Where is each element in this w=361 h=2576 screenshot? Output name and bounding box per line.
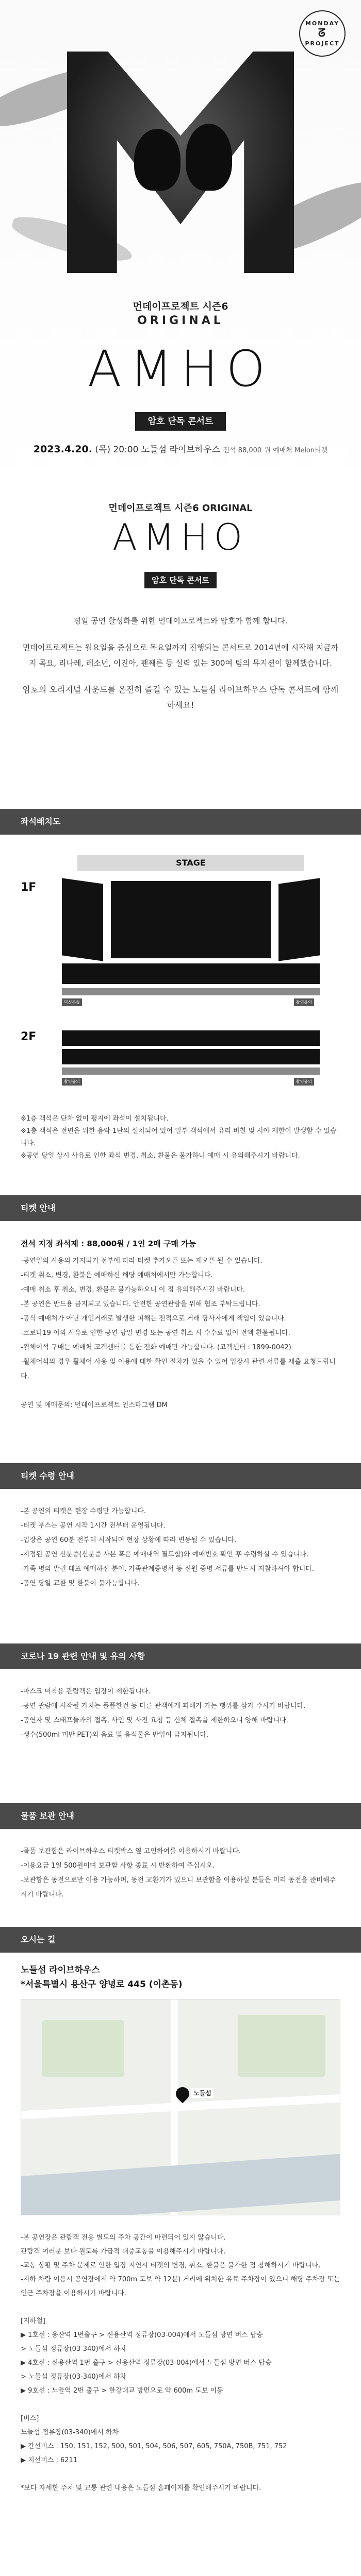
event-price: 전석 88,000 xyxy=(223,447,262,454)
seat-block xyxy=(62,878,103,961)
map-park xyxy=(42,2020,124,2077)
seat-block xyxy=(278,878,320,961)
ticket-line: -휠체어석의 경우 휠체어 사용 및 이용에 대한 확인 절차가 있을 수 있어 입장시 관련 서류를 제출 요청드립니다. xyxy=(21,1358,336,1380)
directions-line: ▶ 간선버스 : 150, 151, 152, 500, 501, 504, 506, 507, 605, 750A, 750B, 751, 752 xyxy=(21,2443,287,2450)
directions-line: [지하철] xyxy=(21,2317,45,2325)
seating-note: ※1층 객석은 단차 없이 평지에 좌석이 설치됩니다. xyxy=(21,1115,169,1123)
seat-block xyxy=(62,1030,320,1046)
ticket-line: -티켓 취소, 변경, 환불은 예매하신 해당 예매처에서만 가능합니다. xyxy=(21,1272,213,1279)
event-date: 2023.4.20. xyxy=(33,444,92,455)
directions-line xyxy=(21,2398,340,2412)
section-header-covid: 코로나 19 관련 안내 및 유의 사항 xyxy=(0,1643,361,1669)
intro-paragraph: 암호의 오리지널 사운드를 온전히 즐길 수 있는 노들섬 라이브하우스 단독 콘서트에 함께 하세요! xyxy=(22,685,339,710)
event-booking: 원 예매처 Melon티켓 xyxy=(264,447,328,454)
logo-mark-icon: ᘔ xyxy=(318,27,327,40)
intro-concert-badge: 암호 단독 콘서트 xyxy=(144,572,217,588)
locker-line: -이용요금 1일 500원이며 보관할 사항 종료 시 반환하여 주십시오. xyxy=(21,1862,215,1870)
directions-line: ▶ 1호선 : 용산역 1번출구 > 신용산역 정류장(03-004)에서 노들섬 방면 버스 탑승 xyxy=(21,2331,263,2339)
standing-row xyxy=(62,1067,320,1075)
event-day-time: (목) 20:00 xyxy=(95,445,139,455)
ticket-price: 전석 지정 좌석제 : 88,000원 / 1인 2매 구매 가능 xyxy=(21,1239,196,1248)
hero-poster xyxy=(0,0,361,495)
covid-line: -공연자 및 스태프들과의 접촉, 사인 및 사진 요청 등 신체 접촉을 제한하오니 양해 바랍니다. xyxy=(21,1717,288,1724)
directions-line xyxy=(21,2467,340,2481)
camera-zone-tag: 촬영유의 xyxy=(294,1078,314,1086)
directions-line xyxy=(21,2300,340,2314)
section-header-directions: 오시는 길 xyxy=(0,1927,361,1953)
map-river xyxy=(21,2152,340,2215)
seat-block xyxy=(62,1049,320,1064)
footer-section xyxy=(0,2566,361,2576)
directions-info xyxy=(0,1953,361,2566)
seat-block xyxy=(111,881,271,958)
directions-line: -지하 차량 이용시 공연장에서 약 700m 도보 약 12분) 거리에 위치한 유료 주차장이 있으니 해당 주차장 또는 인근 주차장을 이용하시기 바랍니다. xyxy=(21,2276,340,2297)
artist-silhouette xyxy=(134,129,180,191)
covid-line: -공연 관람에 시작될 가치는 플플한건 등 다른 관객에게 피해가 가는 행위를 삼가 주시기 바랍니다. xyxy=(21,1702,306,1710)
pickup-info xyxy=(0,1489,361,1643)
original-label: ORIGINAL xyxy=(137,314,224,327)
section-header-pickup: 티켓 수령 안내 xyxy=(0,1463,361,1489)
section-header-seating: 좌석배치도 xyxy=(0,809,361,835)
event-info xyxy=(0,442,361,455)
directions-body xyxy=(21,2231,340,2495)
pickup-line: -입장은 공연 60분 전부터 시작되며 현장 상황에 따라 변동될 수 있습니다. xyxy=(21,1536,237,1544)
ticket-line: -휠체어석 구매는 예매처 고객센터를 통한 전화 예매만 가능합니다. (고객센터 : 1899-0042) xyxy=(21,1344,291,1351)
covid-body xyxy=(21,1685,340,1742)
ticket-line: -공식 예매처가 아닌 개인거래로 발생한 피해는 전적으로 거래 당사자에게 책임이 있습니다. xyxy=(21,1315,286,1323)
seating-chart xyxy=(0,835,361,1195)
directions-line: 노들섬 정류장(03-340)에서 하차 xyxy=(21,2429,119,2436)
covid-line: -마스크 미착용 관람객은 입장이 제한됩니다. xyxy=(21,1688,151,1696)
standing-row xyxy=(62,988,320,995)
directions-line: > 노들섬 정류장(03-340)에서 하차 xyxy=(21,2345,127,2353)
seat-block xyxy=(62,963,320,984)
camera-zone-tag: 촬영유의 xyxy=(62,1078,82,1086)
ticket-line xyxy=(21,1384,340,1398)
logo-top-text: MONDAY xyxy=(305,20,340,27)
ticket-line: -코로나19 이외 사유로 인한 공연 당일 변경 또는 공연 취소 시 수수료 없이 전액 환불됩니다. xyxy=(21,1329,290,1337)
pickup-line: -티켓 부스는 공연 시작 1시간 전부터 운영됩니다. xyxy=(21,1522,166,1530)
monday-project-logo xyxy=(299,10,346,57)
pickup-line: -지정된 공연 신분증(신분증 사본 혹은 예매내역 필드할)와 예매번호 확인 후 수령하실 수 있습니다. xyxy=(21,1551,309,1558)
ticket-body xyxy=(21,1236,340,1413)
covid-info xyxy=(0,1669,361,1803)
ticket-line: -예매 취소 후 취소, 변경, 환불은 불가능하오니 이 점 유의해주시길 바랍니다. xyxy=(21,1286,245,1294)
directions-line: [버스] xyxy=(21,2415,39,2422)
intro-text xyxy=(21,613,340,724)
intro-amho-logo: AMHO xyxy=(112,516,249,558)
intro-paragraph: 먼데이프로젝트는 월요일을 중심으로 목요일까지 진행되는 콘서트로 2014년에 시작해 지금까지 목요, 리나레, 레소넌, 이진아, 펜째른 등 실력 있는 300여 팀의 뮤지션이 함께했습니다. xyxy=(22,643,339,668)
intro-section xyxy=(0,495,361,809)
amho-logo: AMHO xyxy=(87,340,274,398)
locker-line: -물품 보관함은 라이브하우스 티켓박스 옆 고인하여를 이용하시기 바랍니다. xyxy=(21,1848,241,1855)
concert-badge: 암호 단독 콘서트 xyxy=(135,412,226,431)
m-shaped-photo-frame xyxy=(67,52,294,273)
seating-notes xyxy=(21,1113,340,1162)
section-header-locker: 물품 보관 안내 xyxy=(0,1803,361,1829)
locker-info xyxy=(0,1829,361,1927)
pickup-body xyxy=(21,1504,340,1591)
event-venue: 노들섬 라이브하우스 xyxy=(141,445,221,455)
location-map[interactable] xyxy=(21,1999,340,2215)
directions-line: *보다 자세한 주차 및 교통 관련 내용은 노들섬 홈페이지를 확인해주시기 바랍니다. xyxy=(21,2484,261,2492)
intro-paragraph: 평일 공연 활성화를 위한 먼데이프로젝트와 암호가 함께 합니다. xyxy=(73,616,288,625)
covid-line: -생수(500ml 미만 PET)외 음료 및 음식물은 반입이 금지됩니다. xyxy=(21,1731,209,1739)
intro-season-title: 먼데이프로젝트 시즌6 ORIGINAL xyxy=(108,503,253,514)
directions-line: ▶ 지선버스 : 6211 xyxy=(21,2456,78,2464)
floor-1-label: 1F xyxy=(21,881,37,894)
directions-line: ▶ 9호선 : 노들역 2번 출구 > 한강대교 방면으로 약 600m 도보 이동 xyxy=(21,2387,223,2395)
directions-line: -본 공연장은 관람객 전용 별도의 주차 공간이 마련되어 있지 않습니다. xyxy=(21,2234,226,2242)
pickup-line: -가족 명의 발권 대표 예매하신 분이, 가족관계증명서 등 신원 증명 서류를 반드시 지참하셔야 합니다. xyxy=(21,1565,314,1573)
map-park xyxy=(238,2015,325,2077)
directions-line: 관람객 여러분 보다 원도록 가급적 대중교통을 이용해주시기 바랍니다. xyxy=(21,2248,226,2256)
ticket-info xyxy=(0,1221,361,1463)
mixing-console-tag: 믹싱콘솔 xyxy=(62,998,82,1006)
ticket-contact: 공연 및 예매문의: 먼데이프로젝트 인스타그램 DM xyxy=(21,1401,168,1409)
directions-line: > 노들섬 정류장(03-340)에서 하차 xyxy=(21,2373,127,2381)
stage-area: STAGE xyxy=(77,855,304,871)
season-title: 먼데이프로젝트 시즌6 xyxy=(133,301,228,312)
venue-address: *서울특별시 용산구 양녕로 445 (이촌동) xyxy=(21,1979,183,1990)
pickup-line: -본 공연의 티켓은 현장 수령만 가능합니다. xyxy=(21,1507,146,1515)
artist-silhouette xyxy=(186,124,232,191)
venue-block xyxy=(21,1963,183,1992)
pickup-line: -공연 당일 교환 및 환불이 불가능합니다. xyxy=(21,1580,140,1587)
ticket-line: -본 공연은 반드용 금지되고 있습니다. 안전한 공연관람을 위해 협조 부탁드립니다. xyxy=(21,1300,260,1308)
venue-name: 노들섬 라이브하우스 xyxy=(21,1965,100,1975)
logo-bottom-text: PROJECT xyxy=(305,40,340,47)
camera-zone-tag: 촬영유의 xyxy=(294,998,314,1006)
map-pin-label: 노들섬 xyxy=(191,2088,214,2098)
artist-photo xyxy=(46,52,315,273)
seating-note: ※1층 객석은 전면을 위한 음악 1단의 설치되어 있어 일부 객석에서 유리 비칠 및 시야 제한이 발생할 수 있습니다. xyxy=(21,1127,337,1147)
locker-body xyxy=(21,1844,340,1902)
ticket-line: -공연일의 사용의 가지되기 전부에 따라 티켓 추가오픈 또는 제오픈 될 수 있습니다. xyxy=(21,1257,262,1265)
seating-note: ※공연 당일 상시 사유로 인한 좌석 변경, 취소, 환불은 불가하니 예매 시 유의해주시기 바랍니다. xyxy=(21,1152,300,1160)
section-header-ticket: 티켓 안내 xyxy=(0,1195,361,1221)
locker-line: -보관함은 동전으로만 이용 가능하며, 동전 교환기가 있으니 보관함을 이용하실 분들은 미리 동전을 준비해주시기 바랍니다. xyxy=(21,1876,336,1899)
directions-line: ▶ 4호선 : 신용산역 1번 출구 > 신용산역 정류장(03-004)에서 노들섬 방면 버스 탑승 xyxy=(21,2359,272,2367)
directions-line: -교통 상황 및 주차 문제로 인한 입장 지연시 티켓의 변경, 취소, 환불은 불가한 점 참해하시기 바랍니다. xyxy=(21,2262,321,2269)
floor-2-label: 2F xyxy=(21,1030,37,1043)
